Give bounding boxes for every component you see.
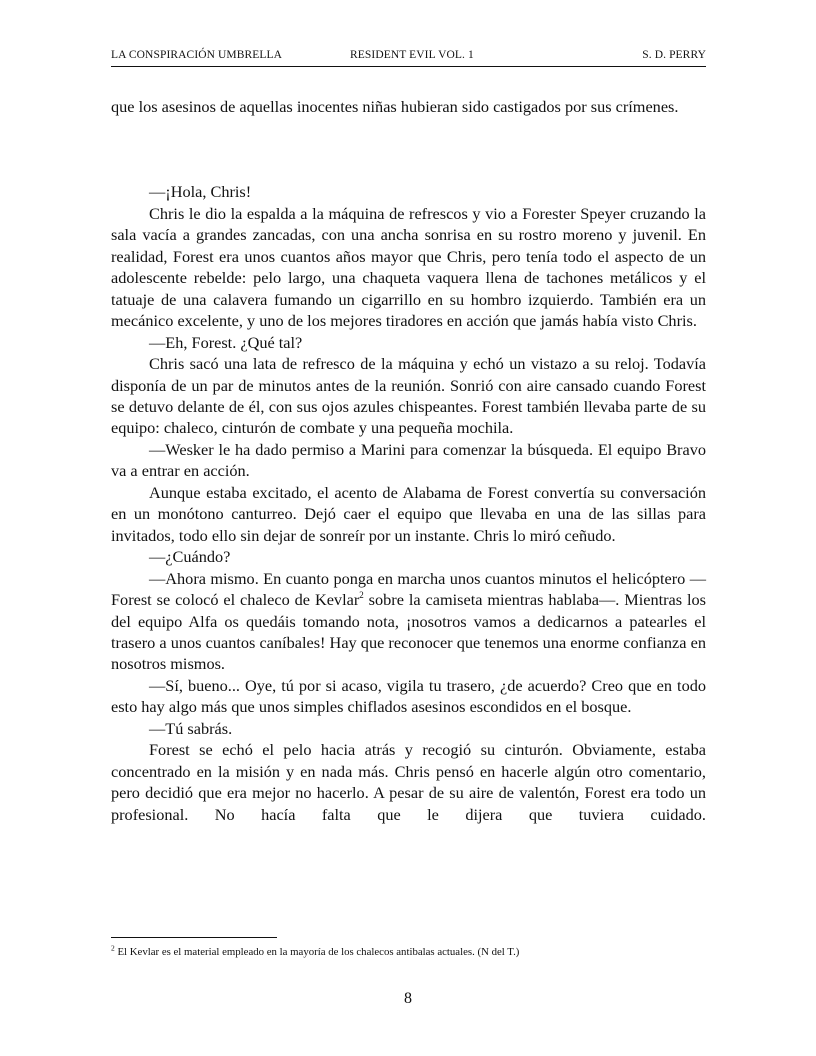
paragraph: —Sí, bueno... Oye, tú por si acaso, vigila tu trasero, ¿de acuerdo? Creo que en todo esto hay algo más que unos simples chiflados asesinos escondidos en el bosque. (111, 675, 706, 717)
paragraph: —Wesker le ha dado permiso a Marini para comenzar la búsqueda. El equipo Bravo va a entrar en acción. (111, 439, 706, 481)
body-text (111, 96, 706, 825)
section-break (111, 117, 706, 181)
footnote-reference: 2 (359, 589, 364, 600)
header-book-title: LA CONSPIRACIÓN UMBRELLA (111, 49, 283, 61)
header-series-title: RESIDENT EVIL VOL. 1 (350, 49, 474, 61)
footnote-rule (111, 937, 277, 938)
paragraph: Forest se echó el pelo hacia atrás y recogió su cinturón. Obviamente, estaba concentrado en la misión y en nada más. Chris pensó en hacerle algún otro comentario, pero decidió que era mejor no hacerlo. A pesar de su aire de valentón, Forest era todo un profesional. No hacía falta que le dijera que tuviera cuidado. (111, 740, 706, 824)
page-number: 8 (404, 990, 412, 1007)
header-author: S. D. PERRY (642, 49, 706, 61)
footnote-number: 2 (111, 943, 115, 953)
paragraph: Chris le dio la espalda a la máquina de refrescos y vio a Forester Speyer cruzando la sala vacía a grandes zancadas, con una ancha sonrisa en su rostro moreno y juvenil. En realidad, Forest era unos cuantos años mayor que Chris, pero tenía todo el aspecto de un adolescente rebelde: pelo largo, una chaqueta vaquera llena de tachones metálicos y el tatuaje de una calavera fumando un cigarrillo en su hombro izquierdo. También era un mecánico excelente, y uno de los mejores tiradores en acción que jamás había visto Chris. (111, 203, 706, 331)
paragraph: —¡Hola, Chris! (149, 182, 252, 202)
footnote (111, 945, 706, 959)
running-header (111, 49, 706, 67)
paragraph: —Eh, Forest. ¿Qué tal? (149, 332, 303, 352)
header-rule (111, 66, 706, 67)
paragraph (111, 568, 706, 675)
footnote-text: El Kevlar es el material empleado en la mayoría de los chalecos antibalas actuales. (N del T.) (117, 946, 520, 958)
paragraph: que los asesinos de aquellas inocentes niñas hubieran sido castigados por sus crímenes. (111, 97, 679, 116)
paragraph-text: sobre la camiseta mientras hablaba—. Mientras los del equipo Alfa os quedáis tomando nota, ¡nosotros vamos a dedicarnos a patearles el trasero a unos cuantos caníbales! Hay que reconocer que tenemos una enorme confianza en nosotros mismos. (111, 590, 706, 674)
paragraph: —Tú sabrás. (149, 718, 233, 738)
paragraph-text: —Ahora mismo. En cuanto ponga en marcha unos cuantos minutos el helicóptero —Forest se colocó el chaleco de Kevlar (111, 568, 706, 610)
paragraph: Chris sacó una lata de refresco de la máquina y echó un vistazo a su reloj. Todavía disponía de un par de minutos antes de la reunión. Sonrió con aire cansado cuando Forest se detuvo delante de él, con sus ojos azules chispeantes. Forest también llevaba parte de su equipo: chaleco, cinturón de combate y una pequeña mochila. (111, 354, 706, 438)
paragraph: Aunque estaba excitado, el acento de Alabama de Forest convertía su conversación en un monótono canturreo. Dejó caer el equipo que llevaba en una de las sillas para invitados, todo ello sin dejar de sonreír por un instante. Chris lo miró ceñudo. (111, 482, 706, 545)
paragraph: —¿Cuándo? (149, 547, 231, 567)
